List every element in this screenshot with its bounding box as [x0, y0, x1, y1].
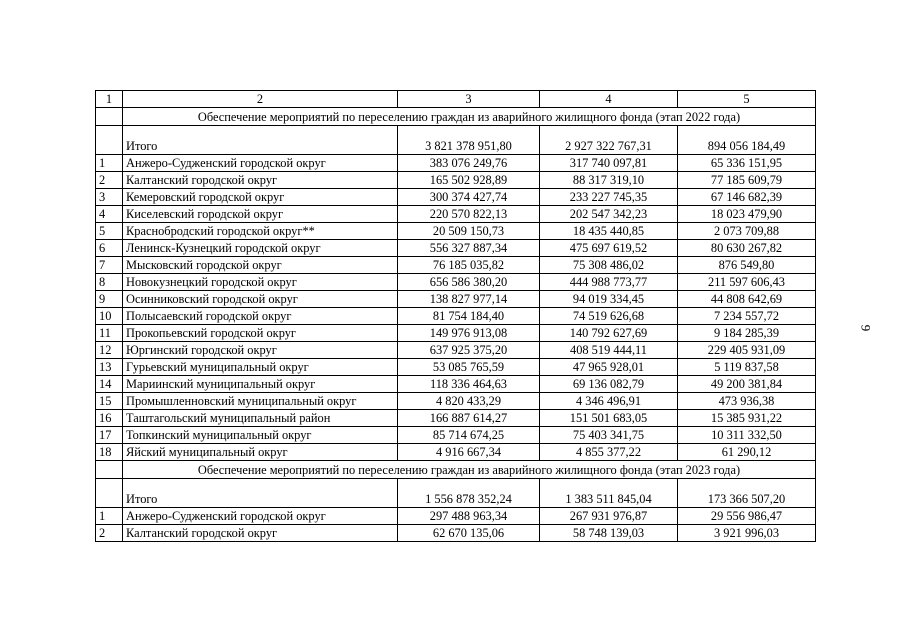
value-col4: 4 855 377,22	[540, 444, 678, 461]
total-value-col5: 173 366 507,20	[678, 479, 816, 508]
row-number: 6	[96, 240, 123, 257]
value-col5: 10 311 332,50	[678, 427, 816, 444]
row-number: 10	[96, 308, 123, 325]
value-col5: 2 073 709,88	[678, 223, 816, 240]
row-number: 2	[96, 172, 123, 189]
municipality-name: Мариинский муниципальный округ	[123, 376, 398, 393]
table-row	[96, 189, 816, 206]
value-col4: 151 501 683,05	[540, 410, 678, 427]
total-row	[96, 479, 816, 508]
municipality-name: Новокузнецкий городской округ	[123, 274, 398, 291]
value-col3: 53 085 765,59	[398, 359, 540, 376]
value-col5: 18 023 479,90	[678, 206, 816, 223]
value-col3: 166 887 614,27	[398, 410, 540, 427]
section-index-cell	[96, 108, 123, 126]
table-row	[96, 410, 816, 427]
value-col5: 77 185 609,79	[678, 172, 816, 189]
table-row	[96, 508, 816, 525]
municipality-name: Кемеровский городской округ	[123, 189, 398, 206]
value-col4: 58 748 139,03	[540, 525, 678, 542]
section-header-row	[96, 108, 816, 126]
row-number: 4	[96, 206, 123, 223]
municipality-name: Осинниковский городской округ	[123, 291, 398, 308]
table-row	[96, 427, 816, 444]
municipality-name: Юргинский городской округ	[123, 342, 398, 359]
row-number: 12	[96, 342, 123, 359]
value-col4: 4 346 496,91	[540, 393, 678, 410]
value-col3: 81 754 184,40	[398, 308, 540, 325]
row-number: 16	[96, 410, 123, 427]
row-number: 3	[96, 189, 123, 206]
value-col5: 65 336 151,95	[678, 155, 816, 172]
value-col4: 69 136 082,79	[540, 376, 678, 393]
value-col4: 47 965 928,01	[540, 359, 678, 376]
table-row	[96, 308, 816, 325]
budget-table-body	[96, 91, 816, 542]
municipality-name: Прокопьевский городской округ	[123, 325, 398, 342]
row-number: 5	[96, 223, 123, 240]
row-number: 2	[96, 525, 123, 542]
municipality-name: Краснобродский городской округ**	[123, 223, 398, 240]
value-col3: 62 670 135,06	[398, 525, 540, 542]
municipality-name: Ленинск-Кузнецкий городской округ	[123, 240, 398, 257]
value-col4: 88 317 319,10	[540, 172, 678, 189]
value-col4: 94 019 334,45	[540, 291, 678, 308]
value-col4: 202 547 342,23	[540, 206, 678, 223]
row-number: 13	[96, 359, 123, 376]
row-number: 18	[96, 444, 123, 461]
row-number: 8	[96, 274, 123, 291]
table-row	[96, 155, 816, 172]
value-col5: 473 936,38	[678, 393, 816, 410]
value-col3: 138 827 977,14	[398, 291, 540, 308]
value-col5: 876 549,80	[678, 257, 816, 274]
table-row	[96, 325, 816, 342]
value-col5: 15 385 931,22	[678, 410, 816, 427]
value-col5: 80 630 267,82	[678, 240, 816, 257]
column-number-row	[96, 91, 816, 108]
table-row	[96, 257, 816, 274]
value-col3: 556 327 887,34	[398, 240, 540, 257]
column-number: 3	[398, 91, 540, 108]
value-col3: 297 488 963,34	[398, 508, 540, 525]
row-number: 17	[96, 427, 123, 444]
section-title: Обеспечение мероприятий по переселению граждан из аварийного жилищного фонда (этап 2023 года)	[123, 461, 816, 479]
value-col3: 20 509 150,73	[398, 223, 540, 240]
value-col3: 76 185 035,82	[398, 257, 540, 274]
municipality-name: Полысаевский городской округ	[123, 308, 398, 325]
value-col4: 74 519 626,68	[540, 308, 678, 325]
total-value-col3: 1 556 878 352,24	[398, 479, 540, 508]
municipality-name: Гурьевский муниципальный округ	[123, 359, 398, 376]
value-col5: 3 921 996,03	[678, 525, 816, 542]
row-number: 15	[96, 393, 123, 410]
row-number: 14	[96, 376, 123, 393]
value-col4: 75 308 486,02	[540, 257, 678, 274]
row-number: 7	[96, 257, 123, 274]
value-col5: 229 405 931,09	[678, 342, 816, 359]
row-number: 1	[96, 155, 123, 172]
value-col5: 61 290,12	[678, 444, 816, 461]
value-col3: 149 976 913,08	[398, 325, 540, 342]
value-col3: 220 570 822,13	[398, 206, 540, 223]
section-header-row	[96, 461, 816, 479]
value-col4: 475 697 619,52	[540, 240, 678, 257]
column-number: 1	[96, 91, 123, 108]
table-row	[96, 525, 816, 542]
value-col5: 44 808 642,69	[678, 291, 816, 308]
value-col4: 233 227 745,35	[540, 189, 678, 206]
column-number: 5	[678, 91, 816, 108]
value-col5: 29 556 986,47	[678, 508, 816, 525]
value-col3: 118 336 464,63	[398, 376, 540, 393]
column-number: 4	[540, 91, 678, 108]
municipality-name: Мысковский городской округ	[123, 257, 398, 274]
value-col3: 4 916 667,34	[398, 444, 540, 461]
total-label: Итого	[123, 126, 398, 155]
value-col4: 75 403 341,75	[540, 427, 678, 444]
municipality-name: Топкинский муниципальный округ	[123, 427, 398, 444]
column-number: 2	[123, 91, 398, 108]
table-row	[96, 274, 816, 291]
value-col5: 5 119 837,58	[678, 359, 816, 376]
total-value-col4: 1 383 511 845,04	[540, 479, 678, 508]
value-col4: 18 435 440,85	[540, 223, 678, 240]
value-col3: 383 076 249,76	[398, 155, 540, 172]
municipality-name: Промышленновский муниципальный округ	[123, 393, 398, 410]
table-row	[96, 223, 816, 240]
value-col4: 317 740 097,81	[540, 155, 678, 172]
section-title: Обеспечение мероприятий по переселению граждан из аварийного жилищного фонда (этап 2022 года)	[123, 108, 816, 126]
value-col4: 444 988 773,77	[540, 274, 678, 291]
page-number: 9	[858, 324, 874, 332]
budget-table	[95, 90, 816, 542]
value-col4: 408 519 444,11	[540, 342, 678, 359]
value-col4: 267 931 976,87	[540, 508, 678, 525]
municipality-name: Анжеро-Судженский городской округ	[123, 155, 398, 172]
value-col4: 140 792 627,69	[540, 325, 678, 342]
table-row	[96, 172, 816, 189]
value-col3: 637 925 375,20	[398, 342, 540, 359]
table-row	[96, 240, 816, 257]
total-value-col3: 3 821 378 951,80	[398, 126, 540, 155]
table-row	[96, 376, 816, 393]
value-col5: 7 234 557,72	[678, 308, 816, 325]
value-col5: 9 184 285,39	[678, 325, 816, 342]
value-col5: 211 597 606,43	[678, 274, 816, 291]
value-col5: 49 200 381,84	[678, 376, 816, 393]
table-row	[96, 359, 816, 376]
table-row	[96, 444, 816, 461]
municipality-name: Калтанский городской округ	[123, 172, 398, 189]
total-value-col5: 894 056 184,49	[678, 126, 816, 155]
total-value-col4: 2 927 322 767,31	[540, 126, 678, 155]
total-index-cell	[96, 126, 123, 155]
total-label: Итого	[123, 479, 398, 508]
section-index-cell	[96, 461, 123, 479]
value-col3: 300 374 427,74	[398, 189, 540, 206]
table-row	[96, 206, 816, 223]
total-index-cell	[96, 479, 123, 508]
row-number: 9	[96, 291, 123, 308]
row-number: 11	[96, 325, 123, 342]
municipality-name: Яйский муниципальный округ	[123, 444, 398, 461]
municipality-name: Киселевский городской округ	[123, 206, 398, 223]
table-row	[96, 291, 816, 308]
municipality-name: Калтанский городской округ	[123, 525, 398, 542]
municipality-name: Анжеро-Судженский городской округ	[123, 508, 398, 525]
table-row	[96, 342, 816, 359]
value-col5: 67 146 682,39	[678, 189, 816, 206]
value-col3: 4 820 433,29	[398, 393, 540, 410]
value-col3: 165 502 928,89	[398, 172, 540, 189]
table-row	[96, 393, 816, 410]
value-col3: 656 586 380,20	[398, 274, 540, 291]
municipality-name: Таштагольский муниципальный район	[123, 410, 398, 427]
row-number: 1	[96, 508, 123, 525]
total-row	[96, 126, 816, 155]
value-col3: 85 714 674,25	[398, 427, 540, 444]
